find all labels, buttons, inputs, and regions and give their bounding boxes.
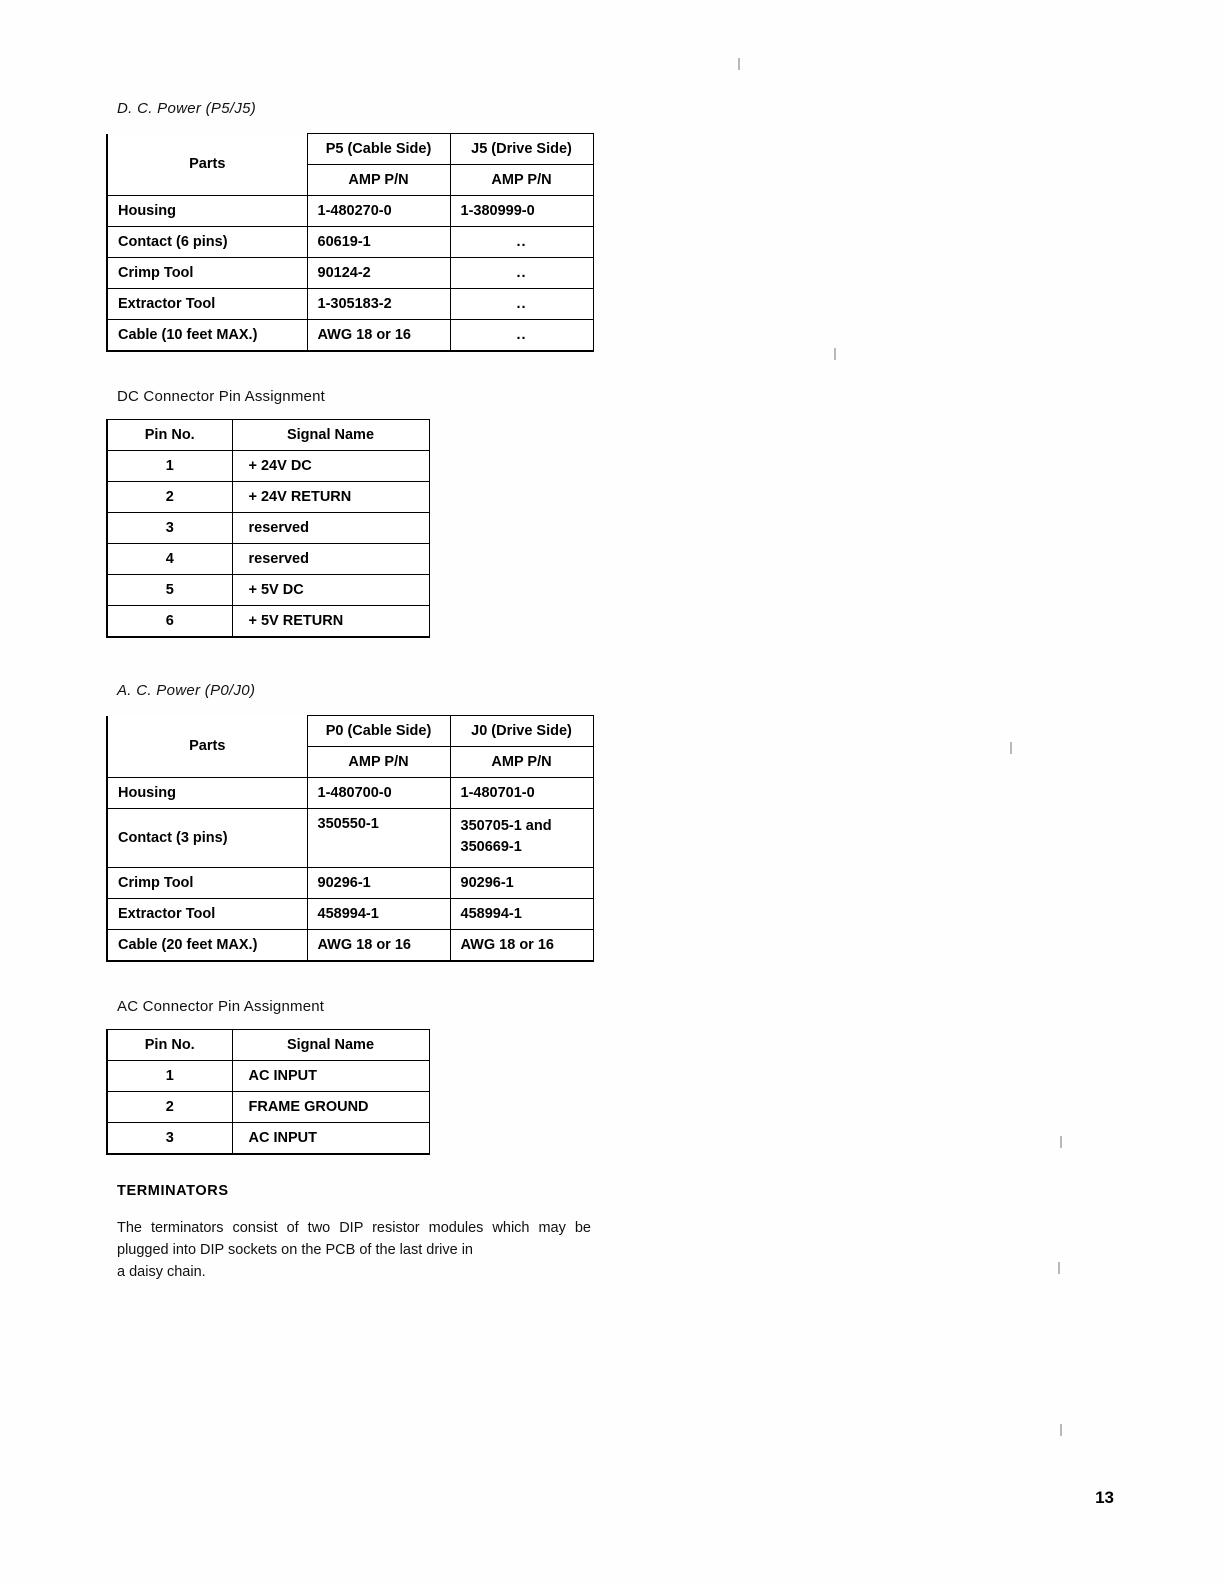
table-row (107, 930, 593, 962)
terminators-heading: TERMINATORS (117, 1183, 229, 1199)
ac-pin-signal: AC INPUT (232, 1061, 429, 1092)
dc-pin-number: 6 (107, 606, 232, 638)
ac-pin-number: 3 (107, 1123, 232, 1155)
table-row (107, 868, 593, 899)
dc-row-p5-value: 60619-1 (307, 227, 450, 258)
ac-pin-number: 2 (107, 1092, 232, 1123)
table-row (107, 482, 429, 513)
dc-row-label: Housing (107, 196, 307, 227)
parts-corner-cell (107, 716, 307, 778)
dc-subheader-j5: AMP P/N (450, 165, 593, 196)
dc-pin-assignment-table (106, 419, 430, 638)
ac-row-j0-value: 1-480701-0 (450, 778, 593, 809)
dc-pin-number: 5 (107, 575, 232, 606)
dc-row-j5-value: .. (450, 258, 593, 289)
table-row (107, 1123, 429, 1155)
dc-pin-number: 2 (107, 482, 232, 513)
table-row (107, 899, 593, 930)
ac-row-j0-value: 458994-1 (450, 899, 593, 930)
ac-subheader-j0: AMP P/N (450, 747, 593, 778)
dc-row-j5-value: 1-380999-0 (450, 196, 593, 227)
ac-pin-signal: FRAME GROUND (232, 1092, 429, 1123)
dc-pin-signal: reserved (232, 513, 429, 544)
parts-label: Parts (189, 738, 226, 755)
dc-row-p5-value: 1-305183-2 (307, 289, 450, 320)
table-row (107, 1092, 429, 1123)
parts-corner-cell (107, 134, 307, 196)
table-row (107, 289, 593, 320)
dc-row-j5-value: .. (450, 320, 593, 352)
dc-pin-number: 4 (107, 544, 232, 575)
ac-row-label: Extractor Tool (107, 899, 307, 930)
table-row (107, 606, 429, 638)
table-row (107, 513, 429, 544)
ac-row-j0-value: 350705-1 and 350669-1 (450, 809, 593, 868)
ac-pin-signal: AC INPUT (232, 1123, 429, 1155)
dc-row-p5-value: AWG 18 or 16 (307, 320, 450, 352)
ac-col-header-p0: P0 (Cable Side) (307, 716, 450, 747)
table-row (107, 258, 593, 289)
parts-label: Parts (189, 156, 226, 173)
dc-row-j5-value: .. (450, 289, 593, 320)
terminators-line-3: a daisy chain. (117, 1264, 206, 1280)
terminators-line-1: The terminators consist of two DIP resistor modules which (117, 1220, 530, 1236)
table-row (107, 575, 429, 606)
ac-pin-header-signal: Signal Name (232, 1030, 429, 1061)
dc-row-label: Cable (10 feet MAX.) (107, 320, 307, 352)
table-row (107, 196, 593, 227)
ac-row-j0-value: 90296-1 (450, 868, 593, 899)
table-row (107, 227, 593, 258)
ac-row-j0-value: AWG 18 or 16 (450, 930, 593, 962)
table-row (107, 1030, 429, 1061)
ac-pin-assignment-table (106, 1029, 430, 1155)
table-row (107, 451, 429, 482)
dc-row-p5-value: 90124-2 (307, 258, 450, 289)
table-row (107, 134, 593, 165)
dc-pin-number: 1 (107, 451, 232, 482)
table-row (107, 778, 593, 809)
ac-subheader-p0: AMP P/N (307, 747, 450, 778)
dc-pin-signal: + 5V DC (232, 575, 429, 606)
table-row (107, 320, 593, 352)
table-row (107, 544, 429, 575)
table-row (107, 809, 593, 868)
terminators-paragraph (117, 1217, 591, 1283)
dc-row-label: Extractor Tool (107, 289, 307, 320)
ac-row-label: Cable (20 feet MAX.) (107, 930, 307, 962)
dc-power-caption: D. C. Power (P5/J5) (117, 100, 257, 117)
dc-pin-header-signal: Signal Name (232, 420, 429, 451)
dc-pin-assignment-caption: DC Connector Pin Assignment (117, 388, 325, 405)
dc-col-header-j5: J5 (Drive Side) (450, 134, 593, 165)
ac-row-p0-value: 458994-1 (307, 899, 450, 930)
page-number: 13 (1095, 1488, 1114, 1507)
dc-pin-signal: reserved (232, 544, 429, 575)
dc-pin-signal: + 5V RETURN (232, 606, 429, 638)
terminators-line-2: may be plugged into DIP sockets on the PCB of the last drive in (117, 1220, 591, 1258)
dc-row-j5-value: .. (450, 227, 593, 258)
dc-pin-signal: + 24V RETURN (232, 482, 429, 513)
ac-pin-header-no: Pin No. (107, 1030, 232, 1061)
dc-subheader-p5: AMP P/N (307, 165, 450, 196)
ac-pin-assignment-caption: AC Connector Pin Assignment (117, 998, 325, 1015)
scan-artifact (1060, 1424, 1062, 1436)
ac-row-p0-value: AWG 18 or 16 (307, 930, 450, 962)
document-content (106, 100, 1106, 1283)
ac-row-label: Crimp Tool (107, 868, 307, 899)
dc-row-label: Contact (6 pins) (107, 227, 307, 258)
dc-power-parts-table (106, 133, 594, 352)
table-row (107, 420, 429, 451)
table-row (107, 1061, 429, 1092)
ac-pin-number: 1 (107, 1061, 232, 1092)
ac-row-p0-value: 350550-1 (307, 809, 450, 868)
ac-col-header-j0: J0 (Drive Side) (450, 716, 593, 747)
ac-row-p0-value: 90296-1 (307, 868, 450, 899)
table-row (107, 716, 593, 747)
dc-col-header-p5: P5 (Cable Side) (307, 134, 450, 165)
ac-row-label: Housing (107, 778, 307, 809)
dc-pin-header-no: Pin No. (107, 420, 232, 451)
dc-row-label: Crimp Tool (107, 258, 307, 289)
dc-pin-number: 3 (107, 513, 232, 544)
scan-artifact (738, 58, 740, 70)
ac-power-caption: A. C. Power (P0/J0) (117, 682, 256, 699)
ac-row-label: Contact (3 pins) (107, 809, 307, 868)
dc-row-p5-value: 1-480270-0 (307, 196, 450, 227)
ac-power-parts-table (106, 715, 594, 962)
ac-row-p0-value: 1-480700-0 (307, 778, 450, 809)
dc-pin-signal: + 24V DC (232, 451, 429, 482)
